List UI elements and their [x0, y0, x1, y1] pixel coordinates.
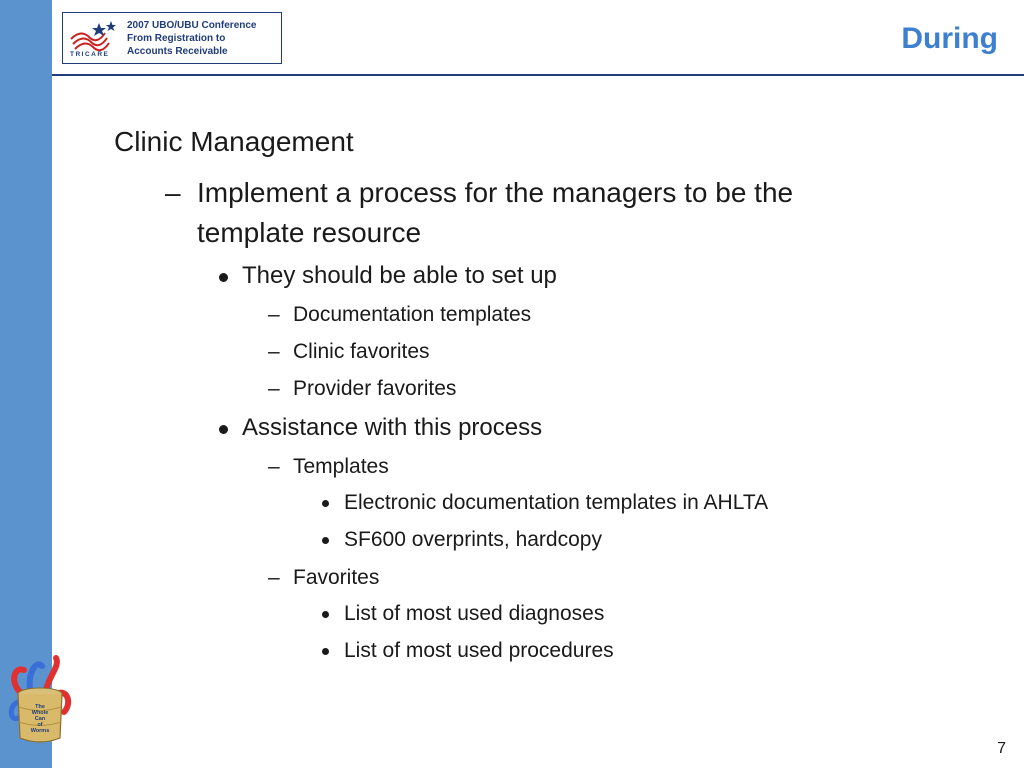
item-documentation-templates: Documentation templates: [293, 303, 532, 326]
item-provider-favorites: Provider favorites: [293, 377, 457, 400]
item-most-used-procedures: List of most used procedures: [344, 639, 614, 662]
dash-bullet: –: [268, 303, 280, 326]
mascot-text-2: Whole: [31, 710, 49, 716]
dash-bullet: –: [165, 177, 181, 208]
item-sf600-overprints: SF600 overprints, hardcopy: [344, 528, 602, 551]
item-implement-line-1: Implement a process for the managers to be the: [197, 177, 794, 208]
dash-bullet: –: [268, 455, 280, 478]
item-favorites: Favorites: [293, 566, 380, 589]
dot-bullet: [219, 273, 228, 282]
logo-brand-text: TRICARE: [70, 51, 110, 57]
item-electronic-templates: Electronic documentation templates in AHLTA: [344, 491, 769, 514]
logo-line-1: 2007 UBO/UBU Conference: [127, 20, 257, 31]
item-assistance: Assistance with this process: [242, 414, 543, 441]
item-implement-line-2: template resource: [197, 217, 422, 248]
slide-title: During: [901, 22, 998, 55]
dot-bullet: [322, 537, 329, 544]
dash-bullet: –: [268, 377, 280, 400]
item-templates: Templates: [293, 455, 389, 478]
mascot-text-5: Worms: [30, 728, 50, 734]
dot-bullet: [322, 500, 329, 507]
dot-bullet: [219, 425, 228, 434]
logo-line-2: From Registration to: [127, 33, 226, 44]
logo-line-3: Accounts Receivable: [127, 46, 228, 57]
page-number: 7: [997, 740, 1006, 757]
heading-clinic-management: Clinic Management: [114, 126, 354, 157]
mascot-text-4: of: [37, 722, 43, 728]
mascot-text-1: The: [35, 704, 45, 710]
mascot-text-3: Can: [34, 716, 46, 722]
dot-bullet: [322, 648, 329, 655]
can-of-worms-mascot-icon: [6, 652, 76, 747]
item-set-up: They should be able to set up: [242, 262, 557, 289]
item-most-used-diagnoses: List of most used diagnoses: [344, 602, 605, 625]
item-clinic-favorites: Clinic favorites: [293, 340, 430, 363]
dot-bullet: [322, 611, 329, 618]
dash-bullet: –: [268, 566, 280, 589]
dash-bullet: –: [268, 340, 280, 363]
